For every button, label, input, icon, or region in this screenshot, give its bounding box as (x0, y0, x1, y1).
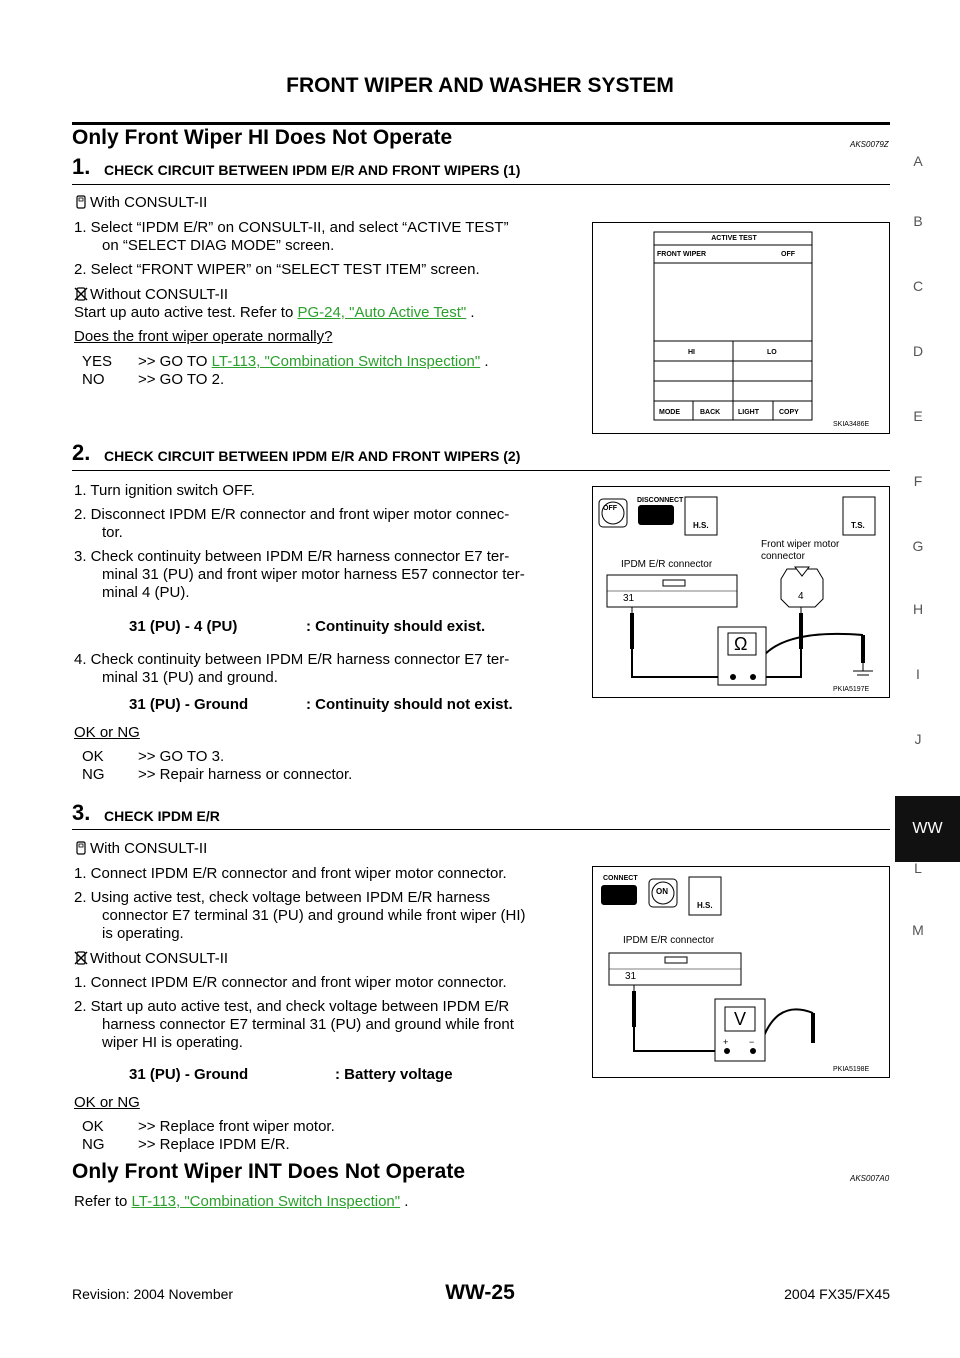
ignition-off-label: OFF (603, 505, 617, 512)
figure-id-2: PKIA5197E (833, 686, 870, 693)
figure-id-3: PKIA5198E (833, 1066, 870, 1073)
side-tab-c[interactable]: C (912, 278, 924, 294)
pin-31-label: 31 (623, 593, 635, 604)
step3-without-item-1: 1. Connect IPDM E/R connector and front wiper motor connector. (74, 974, 507, 991)
auto-active-test-text: Start up auto active test. Refer to PG-24, "Auto Active Test" . (74, 304, 475, 321)
with-consult-label-3: With CONSULT-II (74, 840, 207, 858)
figure-voltage-check (592, 866, 890, 1078)
continuity-check-illustration (593, 487, 889, 697)
ok-or-ng-3: OK or NG (74, 1094, 140, 1111)
side-tab-a[interactable]: A (913, 153, 923, 169)
screen-button-copy: COPY (779, 409, 799, 416)
screen-button-light: LIGHT (738, 409, 759, 416)
side-tab-f[interactable]: F (913, 473, 923, 489)
screen-button-lo: LO (767, 349, 777, 356)
no-consult-icon (74, 951, 88, 965)
ipdm-connector-label: IPDM E/R connector (621, 559, 713, 570)
section-code-int: AKS007A0 (850, 1174, 890, 1183)
spec-voltage-terminals: 31 (PU) - Ground (129, 1066, 249, 1083)
no-consult-icon (74, 287, 88, 301)
no-result: >> GO TO 2. (138, 371, 225, 388)
consult-icon (74, 841, 88, 855)
yes-label: YES (82, 353, 113, 370)
page-header-title: FRONT WIPER AND WASHER SYSTEM (286, 74, 674, 97)
ok-label-2: OK (82, 748, 104, 765)
ng-label-2: NG (82, 766, 105, 783)
active-test-screen-illustration (593, 223, 889, 433)
section-title-hi: Only Front Wiper HI Does Not Operate (72, 126, 453, 149)
step2-item-3: 3. Check continuity between IPDM E/R harness connector E7 ter- (74, 548, 510, 565)
step3-with-item-2: 2. Using active test, check voltage between IPDM E/R harness (74, 889, 491, 906)
side-tab-b[interactable]: B (913, 213, 923, 229)
step-number-2: 2. (72, 440, 91, 465)
ts-label: T.S. (851, 521, 865, 530)
ignition-on-label: ON (656, 887, 668, 896)
disconnect-label: DISCONNECT (637, 497, 684, 504)
with-consult-label-1: With CONSULT-II (74, 194, 207, 212)
side-tab-e[interactable]: E (913, 408, 923, 424)
side-tab-j[interactable]: J (914, 731, 922, 747)
step2-item-2b: tor. (102, 524, 123, 541)
step-rule-1 (72, 184, 890, 185)
spec-battery-voltage: : Battery voltage (335, 1066, 453, 1083)
wiper-motor-label-1: Front wiper motor (761, 539, 840, 550)
link-lt-113-a[interactable]: LT-113, "Combination Switch Inspection" (211, 353, 481, 370)
section-title-int: Only Front Wiper INT Does Not Operate (72, 1160, 466, 1183)
no-label: NO (82, 371, 105, 388)
step2-item-4b: minal 31 (PU) and ground. (102, 669, 278, 686)
side-tab-l[interactable]: L (914, 860, 922, 876)
section-code-hi: AKS0079Z (850, 140, 889, 149)
minus-terminal: − (749, 1037, 755, 1047)
figure-id-1: SKIA3486E (833, 421, 870, 428)
screen-button-hi: HI (688, 349, 695, 356)
step3-with-item-2c: is operating. (102, 925, 184, 942)
footer-revision: Revision: 2004 November (72, 1286, 234, 1302)
step2-item-2: 2. Disconnect IPDM E/R connector and front wiper motor connec- (74, 506, 510, 523)
spec-continuity-exist: : Continuity should exist. (306, 618, 486, 635)
ok-label-3: OK (82, 1118, 104, 1135)
side-tab-d[interactable]: D (912, 343, 924, 359)
without-consult-label-1: Without CONSULT-II (74, 286, 228, 304)
spec-ground-terminals: 31 (PU) - Ground (129, 696, 249, 713)
link-pg-24[interactable]: PG-24, "Auto Active Test" (297, 304, 467, 321)
yes-result: >> GO TO LT-113, "Combination Switch Inspection" . (138, 353, 489, 370)
spec-ground-not-exist: : Continuity should not exist. (306, 696, 513, 713)
step3-without-item-2b: harness connector E7 terminal 31 (PU) and ground while front (102, 1016, 514, 1033)
step3-with-item-2b: connector E7 terminal 31 (PU) and ground while front wiper (HI) (102, 907, 526, 924)
ng-label-3: NG (82, 1136, 105, 1153)
consult-icon (74, 195, 88, 209)
screen-title: ACTIVE TEST (711, 235, 757, 242)
ok-or-ng-2: OK or NG (74, 724, 140, 741)
step3-without-item-2c: wiper HI is operating. (102, 1034, 243, 1051)
step-rule-2 (72, 470, 890, 471)
pin-31-label-3: 31 (625, 971, 637, 982)
step-title-3: CHECK IPDM E/R (104, 808, 220, 824)
step-rule-3 (72, 829, 890, 830)
ipdm-connector-label-3: IPDM E/R connector (623, 935, 715, 946)
without-consult-label-3: Without CONSULT-II (74, 950, 228, 968)
hs-label-3: H.S. (697, 901, 713, 910)
section2-refer-text: Refer to LT-113, "Combination Switch Inspection" . (74, 1193, 409, 1210)
step2-item-3b: minal 31 (PU) and front wiper motor harness E57 connector ter- (102, 566, 525, 583)
step3-without-item-2: 2. Start up auto active test, and check voltage between IPDM E/R (74, 998, 510, 1015)
step-number-1: 1. (72, 154, 91, 179)
spec-continuity-terminals: 31 (PU) - 4 (PU) (129, 618, 238, 635)
step2-item-3c: minal 4 (PU). (102, 584, 190, 601)
step2-item-4: 4. Check continuity between IPDM E/R harness connector E7 ter- (74, 651, 510, 668)
step1-item-1b: on “SELECT DIAG MODE” screen. (102, 237, 335, 254)
side-tab-g[interactable]: G (912, 538, 924, 554)
ok-result-3: >> Replace front wiper motor. (138, 1118, 335, 1135)
step-title-1: CHECK CIRCUIT BETWEEN IPDM E/R AND FRONT WIPERS (1) (104, 162, 521, 178)
voltage-check-illustration (593, 867, 889, 1077)
voltmeter-symbol: V (734, 1009, 747, 1029)
connect-label: CONNECT (603, 875, 638, 882)
step3-with-item-1: 1. Connect IPDM E/R connector and front wiper motor connector. (74, 865, 507, 882)
footer-page-number: WW-25 (445, 1281, 515, 1304)
header-rule (72, 122, 890, 125)
step2-item-1: 1. Turn ignition switch OFF. (74, 482, 255, 499)
screen-item-value-off: OFF (781, 251, 795, 258)
step-number-3: 3. (72, 800, 91, 825)
ng-result-2: >> Repair harness or connector. (138, 766, 353, 783)
screen-button-back: BACK (700, 409, 721, 416)
side-tab-i[interactable]: I (916, 666, 920, 682)
side-tab-m[interactable]: M (912, 922, 924, 938)
ok-result-2: >> GO TO 3. (138, 748, 225, 765)
side-tab-h[interactable]: H (912, 601, 924, 617)
ng-result-3: >> Replace IPDM E/R. (138, 1136, 290, 1153)
footer-model: 2004 FX35/FX45 (784, 1286, 890, 1302)
step1-item-2: 2. Select “FRONT WIPER” on “SELECT TEST ITEM” screen. (74, 261, 480, 278)
screen-button-mode: MODE (659, 409, 680, 416)
hs-label: H.S. (693, 521, 709, 530)
step-title-2: CHECK CIRCUIT BETWEEN IPDM E/R AND FRONT WIPERS (2) (104, 448, 521, 464)
figure-continuity-check (592, 486, 890, 698)
figure-active-test-screen (592, 222, 890, 434)
question-step1: Does the front wiper operate normally? (74, 328, 333, 345)
pin-4-label: 4 (798, 591, 804, 602)
screen-item-front-wiper: FRONT WIPER (657, 251, 706, 258)
step1-item-1: 1. Select “IPDM E/R” on CONSULT-II, and select “ACTIVE TEST” (74, 219, 509, 236)
side-tab-ww-active[interactable]: WW (895, 796, 960, 862)
link-lt-113-b[interactable]: LT-113, "Combination Switch Inspection" (131, 1193, 401, 1210)
ohm-symbol: Ω (734, 634, 748, 654)
plus-terminal: + (723, 1037, 729, 1047)
wiper-motor-label-2: connector (761, 551, 805, 562)
